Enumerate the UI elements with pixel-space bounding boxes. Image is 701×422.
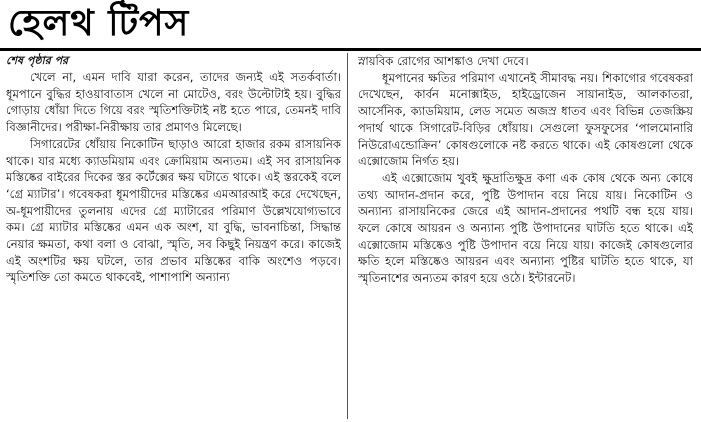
right-column: [358, 53, 693, 419]
right-paragraph-1: স্নায়বিক রোগের আশঙ্কাও দেখা দেবে।: [358, 54, 529, 68]
left-paragraph-1: খেলে না, এমন দাবি যারা করেন, তাদের জন্যই এই সতর্কবার্তা। ধূমপানে বুদ্ধির হাওয়াবাতাস খেলে না মোটেও, বরং উল্টোটাই হয়। বুদ্ধির গোড়ায় ধোঁয়া দিতে গিয়ে বরং স্মৃতিশক্তিটাই নষ্ট হতে পারে, তেমনই দাবি বিজ্ঞানীদের। পরীক্ষা-নিরীক্ষায় তার প্রমাণও মিলেছে।: [6, 70, 341, 135]
right-paragraph-2: ধূমপানের ক্ষতির পরিমাণ এখানেই সীমাবদ্ধ নয়। শিকাগোর গবেষকরা দেখেছেন, কার্বন মনোক্সাইড, হাইড্রোজেন সায়ানাইড, আলকাতরা, আর্সেনিক, ক্যাডমিয়াম, লেড সমেত অজস্র ধাতব এবং বিভিন্ন তেজস্ক্রিয় পদার্থ থাকে সিগারেট-বিড়ির ধোঁয়ায়। সেগুলো ফুসফুসের ‘পালমোনারি নিউরোএন্ডোক্রিন’ কোষগুলোকে নষ্ট করতে থাকে। এই কোষগুলো থেকে এক্সোজোম নির্গত হয়।: [358, 70, 693, 169]
headline: হেলথ টিপস: [8, 3, 190, 44]
left-column: [6, 53, 341, 419]
left-paragraph-2: সিগারেটের ধোঁয়ায় নিকোটিন ছাড়াও আরো হাজার রকম রাসায়নিক থাকে। যার মধ্যে ক্যাডমিয়াম এবং ক্রোমিয়াম অন্যতম। এই সব রাসায়নিক মস্তিষ্কের বাইরের দিকের স্তর কর্টেক্সের ক্ষয় ঘটাতে থাকে। এই স্তরকেই বলে ‘গ্রে ম্যাটার’। গবেষকরা ধূমপায়ীদের মস্তিষ্কের এমআরআই করে দেখেছেন, অ-ধূমপায়ীদের তুলনায় এদের গ্রে ম্যাটারের পরিমাণ উল্লেখযোগ্যভাবে কম। গ্রে ম্যাটার মস্তিষ্কের এমন এক অংশ, যা বুদ্ধি, ভাবনাচিন্তা, সিদ্ধান্ত নেয়ার ক্ষমতা, কথা বলা ও বোঝা, স্মৃতি, সব কিছুই নিয়ন্ত্রণ করে। কাজেই এই অংশটির ক্ষয় ঘটলে, তার প্রভাব মস্তিষ্কের বাকি অংশেও পড়বে। স্মৃতিশক্তি তো কমতে থাকবেই, পাশাপাশি অন্যান্য: [6, 136, 341, 285]
column-divider: [347, 53, 348, 419]
continued-label: শেষ পৃষ্ঠার পর: [6, 54, 69, 67]
right-paragraph-3: এই এক্সোজোম খুবই ক্ষুদ্রাতিক্ষুদ্র কণা এক কোষ থেকে অন্য কোষে তথ্য আদান-প্রদান করে, পুষ্টি উপাদান বয়ে নিয়ে যায়। নিকোটিন ও অন্যান্য রাসায়নিকের জেরে এই আদান-প্রদানের পথটি বন্ধ হয়ে যায়। ফলে কোষে আয়রন ও অন্যান্য পুষ্টি উপাদানের ঘাটতি হতে থাকে। এই এক্সোজোম মস্তিষ্কেও পুষ্টি উপাদান বয়ে নিয়ে যায়। কাজেই কোষগুলোর ক্ষতি হলে মস্তিষ্কেও আয়রন এবং অন্যান্য পুষ্টির ঘাটতি হতে থাকে, যা স্মৃতিনাশের অন্যতম কারণ হয়ে ওঠে। ইন্টারনেট।: [358, 170, 693, 286]
headline-rule: [0, 48, 701, 51]
